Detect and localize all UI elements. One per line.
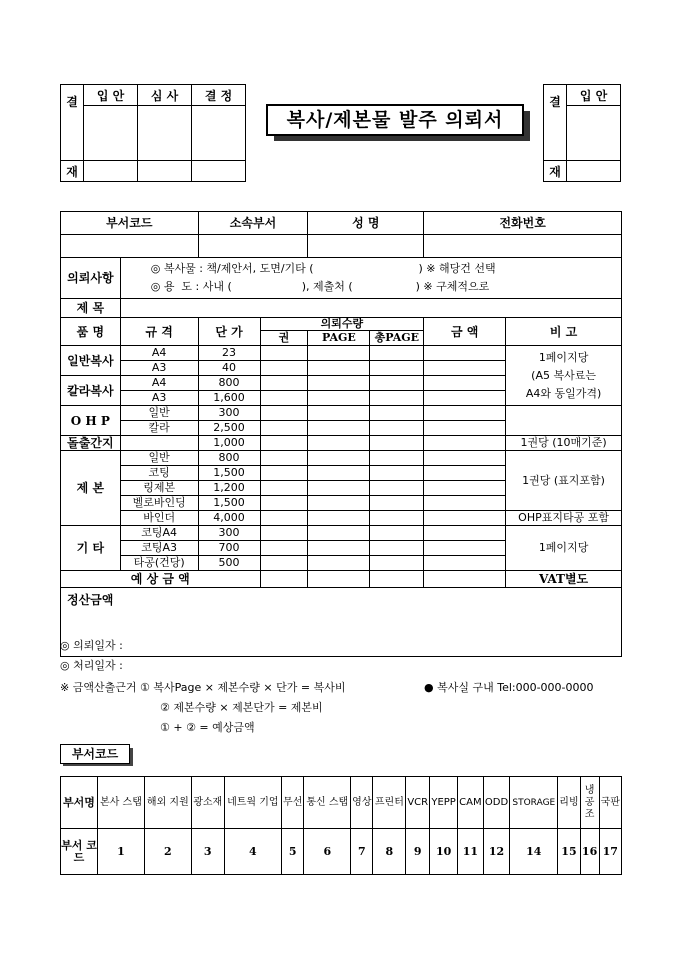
dept-code: 8 xyxy=(373,829,406,875)
dept-name: 프린터 xyxy=(373,777,406,829)
dept-code: 3 xyxy=(191,829,224,875)
dept-code: 11 xyxy=(458,829,484,875)
qty-total-input[interactable] xyxy=(370,511,424,526)
qty-total-input[interactable] xyxy=(370,451,424,466)
price-cell: 300 xyxy=(198,526,260,541)
spec-cell: A3 xyxy=(120,361,198,376)
dept-name: 영상 xyxy=(351,777,373,829)
codes-row-label-code: 부서 코드 xyxy=(61,829,98,875)
dept-code-label: 부서코드 xyxy=(60,744,130,764)
amount-input[interactable] xyxy=(424,526,506,541)
approval-side-label: 결 xyxy=(61,85,84,161)
qty-pages-input[interactable] xyxy=(308,406,370,421)
amount-input[interactable] xyxy=(424,406,506,421)
approval-side-label-bottom: 재 xyxy=(61,161,84,182)
approval-header-draft-right: 입 안 xyxy=(567,85,621,106)
qty-volumes-input[interactable] xyxy=(260,511,308,526)
qty-total-input[interactable] xyxy=(370,481,424,496)
request-line-copy: ◎ 복사물 : 책/제안서, 도면/기타 ( ) ※ 해당건 선택 xyxy=(150,262,496,275)
qty-total-input[interactable] xyxy=(370,466,424,481)
spec-cell: A4 xyxy=(120,346,198,361)
price-cell: 1,600 xyxy=(198,391,260,406)
price-cell: 4,000 xyxy=(198,511,260,526)
qty-total-input[interactable] xyxy=(370,346,424,361)
amount-input[interactable] xyxy=(424,421,506,436)
dept-code: 9 xyxy=(406,829,430,875)
spec-cell xyxy=(120,436,198,451)
qty-pages-input[interactable] xyxy=(308,376,370,391)
name-field[interactable] xyxy=(308,235,424,258)
col-quantity: 의뢰수량 xyxy=(260,318,424,331)
spec-cell: 벨로바인딩 xyxy=(120,496,198,511)
note-binding: 1권당 (표지포함) xyxy=(506,451,622,511)
qty-volumes-input[interactable] xyxy=(260,406,308,421)
qty-volumes-input[interactable] xyxy=(260,526,308,541)
amount-input[interactable] xyxy=(424,556,506,571)
copy-room-contact: ● 복사실 구내 Tel:000-000-0000 xyxy=(424,681,594,694)
price-cell: 800 xyxy=(198,451,260,466)
qty-total-input[interactable] xyxy=(370,376,424,391)
price-cell: 300 xyxy=(198,406,260,421)
amount-input[interactable] xyxy=(424,361,506,376)
dept-code: 10 xyxy=(430,829,458,875)
dept-code: 17 xyxy=(599,829,621,875)
note-a5-line2: A4와 동일가격) xyxy=(525,386,602,400)
formula-2: ② 제본수량 × 제본단가 = 제본비 xyxy=(160,701,323,714)
spec-cell: 일반 xyxy=(120,451,198,466)
qty-volumes-input[interactable] xyxy=(260,391,308,406)
amount-input[interactable] xyxy=(424,376,506,391)
dept-name: 본사 스탭 xyxy=(98,777,145,829)
header-name: 성 명 xyxy=(308,212,424,235)
group-etc: 기 타 xyxy=(61,526,121,571)
approval-box-right xyxy=(543,84,621,182)
qty-total-input[interactable] xyxy=(370,436,424,451)
qty-total-input[interactable] xyxy=(370,361,424,376)
dept-code: 7 xyxy=(351,829,373,875)
price-cell: 23 xyxy=(198,346,260,361)
approval-sign-decision-2[interactable] xyxy=(192,161,246,182)
header-department: 소속부서 xyxy=(198,212,308,235)
qty-volumes-input[interactable] xyxy=(260,541,308,556)
spec-cell: 코팅A3 xyxy=(120,541,198,556)
request-date-line: ◎ 의뢰일자 : xyxy=(60,639,123,652)
dept-name: 네트웍 기업 xyxy=(224,777,281,829)
amount-input[interactable] xyxy=(424,451,506,466)
qty-volumes-input[interactable] xyxy=(260,496,308,511)
amount-input[interactable] xyxy=(424,466,506,481)
estimate-volumes[interactable] xyxy=(260,571,308,588)
col-spec: 규 격 xyxy=(120,318,198,346)
dept-code: 15 xyxy=(558,829,580,875)
contact-line xyxy=(424,678,594,698)
approval-side-label-right-bottom: 재 xyxy=(544,161,567,182)
dept-code: 2 xyxy=(144,829,191,875)
qty-pages-input[interactable] xyxy=(308,421,370,436)
dept-code-field[interactable] xyxy=(61,235,199,258)
estimate-amount-input[interactable] xyxy=(424,571,506,588)
spec-cell: 바인더 xyxy=(120,511,198,526)
dept-name: 광소재 xyxy=(191,777,224,829)
dept-name: 냉 공 조 xyxy=(580,777,599,829)
formula-line-1 xyxy=(60,678,345,698)
qty-volumes-input[interactable] xyxy=(260,436,308,451)
price-cell: 1,200 xyxy=(198,481,260,496)
approval-sign-draft-2[interactable] xyxy=(84,161,138,182)
approval-sign-draft[interactable] xyxy=(84,106,138,161)
price-cell: 40 xyxy=(198,361,260,376)
qty-pages-input[interactable] xyxy=(308,496,370,511)
spec-cell: A4 xyxy=(120,376,198,391)
approval-header-review: 심 사 xyxy=(138,85,192,106)
spec-cell: 칼라 xyxy=(120,421,198,436)
request-label: 의뢰사항 xyxy=(61,258,121,299)
dept-name: 무선 xyxy=(282,777,304,829)
estimate-total[interactable] xyxy=(370,571,424,588)
price-cell: 500 xyxy=(198,556,260,571)
qty-volumes-input[interactable] xyxy=(260,451,308,466)
col-amount: 금 액 xyxy=(424,318,506,346)
subject-field[interactable] xyxy=(120,299,621,318)
dept-code: 4 xyxy=(224,829,281,875)
amount-input[interactable] xyxy=(424,541,506,556)
spec-cell: A3 xyxy=(120,391,198,406)
col-note: 비 고 xyxy=(506,318,622,346)
amount-input[interactable] xyxy=(424,496,506,511)
amount-input[interactable] xyxy=(424,511,506,526)
amount-input[interactable] xyxy=(424,391,506,406)
header-dept-code: 부서코드 xyxy=(61,212,199,235)
price-cell: 1,000 xyxy=(198,436,260,451)
amount-input[interactable] xyxy=(424,481,506,496)
group-tab-divider: 돌출간지 xyxy=(61,436,121,451)
qty-pages-input[interactable] xyxy=(308,466,370,481)
qty-volumes-input[interactable] xyxy=(260,556,308,571)
amount-input[interactable] xyxy=(424,436,506,451)
header-phone: 전화번호 xyxy=(424,212,622,235)
spec-cell: 코팅 xyxy=(120,466,198,481)
qty-volumes-input[interactable] xyxy=(260,466,308,481)
qty-volumes-input[interactable] xyxy=(260,421,308,436)
group-ohp: O H P xyxy=(61,406,121,436)
spec-cell: 코팅A4 xyxy=(120,526,198,541)
col-unit-price: 단 가 xyxy=(198,318,260,346)
col-qty-volumes: 권 xyxy=(260,331,308,346)
page-title: 복사/제본물 발주 의뢰서 xyxy=(266,104,524,136)
settlement-label: 정산금액 xyxy=(67,593,114,607)
subject-label: 제 목 xyxy=(61,299,121,318)
note-a5-line1: (A5 복사료는 xyxy=(531,368,596,382)
qty-volumes-input[interactable] xyxy=(260,376,308,391)
dept-code: 14 xyxy=(510,829,558,875)
qty-pages-input[interactable] xyxy=(308,451,370,466)
note-ohp-cover: OHP표지타공 포함 xyxy=(506,511,622,526)
formula-3: ① + ② = 예상금액 xyxy=(160,721,255,734)
qty-pages-input[interactable] xyxy=(308,391,370,406)
qty-total-input[interactable] xyxy=(370,406,424,421)
order-form-table xyxy=(60,211,622,657)
qty-total-input[interactable] xyxy=(370,496,424,511)
qty-pages-input[interactable] xyxy=(308,346,370,361)
note-copy xyxy=(506,346,622,406)
dept-name: CAM xyxy=(458,777,484,829)
estimate-label: 예 상 금 액 xyxy=(61,571,261,588)
dept-name: 리빙 xyxy=(558,777,580,829)
col-qty-total-pages: 총PAGE xyxy=(370,331,424,346)
note-per-page: 1페이지당 xyxy=(538,350,589,364)
note-etc: 1페이지당 xyxy=(506,526,622,571)
amount-input[interactable] xyxy=(424,346,506,361)
qty-pages-input[interactable] xyxy=(308,361,370,376)
qty-total-input[interactable] xyxy=(370,391,424,406)
qty-total-input[interactable] xyxy=(370,526,424,541)
price-cell: 2,500 xyxy=(198,421,260,436)
qty-total-input[interactable] xyxy=(370,556,424,571)
spec-cell: 타공(건당) xyxy=(120,556,198,571)
price-cell: 800 xyxy=(198,376,260,391)
request-line-usage: ◎ 용 도 : 사내 ( ), 제출처 ( ) ※ 구체적으로 xyxy=(150,280,490,293)
approval-box-left xyxy=(60,84,246,182)
qty-total-input[interactable] xyxy=(370,421,424,436)
formula-line-2 xyxy=(160,698,323,738)
dept-name: ODD xyxy=(483,777,510,829)
dept-code: 12 xyxy=(483,829,510,875)
approval-header-decision: 결 정 xyxy=(192,85,246,106)
group-general-copy: 일반복사 xyxy=(61,346,121,376)
dept-name: 국판 xyxy=(599,777,621,829)
qty-volumes-input[interactable] xyxy=(260,346,308,361)
estimate-pages[interactable] xyxy=(308,571,370,588)
qty-volumes-input[interactable] xyxy=(260,361,308,376)
qty-pages-input[interactable] xyxy=(308,541,370,556)
dept-name: YEPP xyxy=(430,777,458,829)
request-details[interactable] xyxy=(120,258,621,299)
note-tab: 1권당 (10매기준) xyxy=(506,436,622,451)
dept-name: 해외 지원 xyxy=(144,777,191,829)
vat-label: VAT별도 xyxy=(506,571,622,588)
price-cell: 1,500 xyxy=(198,466,260,481)
dept-code: 5 xyxy=(282,829,304,875)
qty-pages-input[interactable] xyxy=(308,556,370,571)
qty-pages-input[interactable] xyxy=(308,481,370,496)
qty-pages-input[interactable] xyxy=(308,511,370,526)
dept-name: STORAGE xyxy=(510,777,558,829)
footer-notes xyxy=(60,636,640,676)
codes-row-label-name: 부서명 xyxy=(61,777,98,829)
qty-pages-input[interactable] xyxy=(308,526,370,541)
approval-header-draft: 입 안 xyxy=(84,85,138,106)
department-field[interactable] xyxy=(198,235,308,258)
process-date-line: ◎ 처리일자 : xyxy=(60,659,123,672)
qty-volumes-input[interactable] xyxy=(260,481,308,496)
approval-side-label-right: 결 xyxy=(544,85,567,161)
dept-code: 16 xyxy=(580,829,599,875)
col-item: 품 명 xyxy=(61,318,121,346)
dept-name: 통신 스탭 xyxy=(304,777,351,829)
dept-code-table xyxy=(60,776,622,875)
approval-sign-decision[interactable] xyxy=(192,106,246,161)
approval-sign-right[interactable] xyxy=(567,106,621,161)
note-ohp-empty xyxy=(506,406,622,436)
qty-total-input[interactable] xyxy=(370,541,424,556)
dept-code: 1 xyxy=(98,829,145,875)
group-binding: 제 본 xyxy=(61,451,121,526)
price-cell: 1,500 xyxy=(198,496,260,511)
group-color-copy: 칼라복사 xyxy=(61,376,121,406)
dept-name: VCR xyxy=(406,777,430,829)
approval-sign-right-2[interactable] xyxy=(567,161,621,182)
spec-cell: 일반 xyxy=(120,406,198,421)
qty-pages-input[interactable] xyxy=(308,436,370,451)
formula-1: ※ 금액산출근거 ① 복사Page × 제본수량 × 단가 = 복사비 xyxy=(60,681,346,694)
approval-sign-review[interactable] xyxy=(138,106,192,161)
price-cell: 700 xyxy=(198,541,260,556)
approval-sign-review-2[interactable] xyxy=(138,161,192,182)
spec-cell: 링제본 xyxy=(120,481,198,496)
col-qty-pages: PAGE xyxy=(308,331,370,346)
phone-field[interactable] xyxy=(424,235,622,258)
dept-code: 6 xyxy=(304,829,351,875)
